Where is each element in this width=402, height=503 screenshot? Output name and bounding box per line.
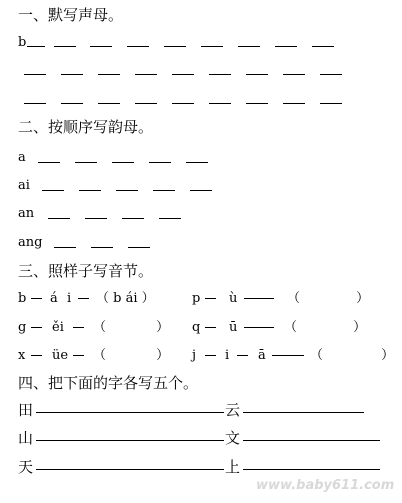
answer-blank[interactable] <box>24 74 46 75</box>
answer-blank[interactable] <box>190 190 212 191</box>
row-label-an: an <box>18 206 35 221</box>
row-label-a: a <box>18 150 26 165</box>
answer-blank[interactable] <box>42 190 64 191</box>
answer-blank[interactable] <box>312 46 334 47</box>
first-letter-b: b <box>18 35 27 50</box>
section-1-heading: 一、默写声母。 <box>18 6 124 24</box>
answer-blank[interactable] <box>135 103 157 104</box>
answer-blank[interactable] <box>164 46 186 47</box>
ex4-initial: q <box>192 320 201 335</box>
answer-blank[interactable] <box>116 190 138 191</box>
answer-blank[interactable] <box>85 218 107 219</box>
answer-blank[interactable] <box>112 162 134 163</box>
ex3-final: ěi <box>52 320 64 335</box>
writing-line <box>36 469 224 470</box>
ex3-initial: g <box>18 320 27 335</box>
answer-blank[interactable] <box>79 190 101 191</box>
ex4-answer: （ ） <box>284 320 367 335</box>
writing-line <box>36 440 224 441</box>
char-shang: 上 <box>225 458 241 476</box>
ex2-initial: p <box>192 291 201 306</box>
answer-blank[interactable] <box>186 162 208 163</box>
answer-blank[interactable] <box>283 103 305 104</box>
ex6-answer: （ ） <box>310 348 395 363</box>
watermark: www.baby611.com <box>256 478 395 493</box>
char-tian: 田 <box>18 401 34 419</box>
ex6-final: ā <box>258 348 266 363</box>
dash <box>31 355 42 356</box>
writing-line <box>243 469 380 470</box>
answer-blank[interactable] <box>172 74 194 75</box>
answer-blank[interactable] <box>159 218 181 219</box>
char-tian2: 天 <box>18 458 34 476</box>
ex2-final: ù <box>229 291 238 306</box>
answer-blank[interactable] <box>91 247 113 248</box>
answer-blank[interactable] <box>75 162 97 163</box>
ex6-initial: j <box>192 348 197 363</box>
dash <box>205 327 216 328</box>
dash <box>78 298 89 299</box>
answer-blank[interactable] <box>27 46 45 47</box>
char-shan: 山 <box>18 429 34 447</box>
answer-blank[interactable] <box>128 247 150 248</box>
answer-blank[interactable] <box>320 74 342 75</box>
dash <box>31 327 42 328</box>
section-3-heading: 三、照样子写音节。 <box>18 262 154 280</box>
answer-blank[interactable] <box>54 247 76 248</box>
answer-blank[interactable] <box>48 218 70 219</box>
ex5-final: üe <box>52 348 69 363</box>
ex1-tone-vowel: á <box>50 291 58 306</box>
answer-blank[interactable] <box>54 46 76 47</box>
answer-blank[interactable] <box>320 103 342 104</box>
dash <box>31 298 42 299</box>
char-wen: 文 <box>225 429 241 447</box>
ex1-final: i <box>67 291 72 306</box>
answer-blank[interactable] <box>283 74 305 75</box>
ex3-answer: （ ） <box>93 320 170 335</box>
answer-blank[interactable] <box>275 46 297 47</box>
row-label-ai: ai <box>18 178 30 193</box>
dash <box>205 298 216 299</box>
ex5-answer: （ ） <box>93 348 170 363</box>
ex2-answer: （ ） <box>287 291 370 306</box>
answer-blank[interactable] <box>246 74 268 75</box>
answer-blank[interactable] <box>24 103 46 104</box>
dash <box>205 355 216 356</box>
row-label-ang: ang <box>18 235 43 250</box>
ex5-initial: x <box>18 348 26 363</box>
ex1-initial: b <box>18 291 27 306</box>
section-4-heading: 四、把下面的字各写五个。 <box>18 374 199 392</box>
ex1-answer: （ b ái ） <box>96 291 155 306</box>
dash <box>73 355 84 356</box>
char-yun: 云 <box>225 401 241 419</box>
dash <box>73 327 84 328</box>
dash <box>272 355 304 356</box>
answer-blank[interactable] <box>127 46 149 47</box>
answer-blank[interactable] <box>153 190 175 191</box>
answer-blank[interactable] <box>246 103 268 104</box>
ex6-medial: i <box>225 348 230 363</box>
answer-blank[interactable] <box>61 74 83 75</box>
dash <box>237 355 248 356</box>
answer-blank[interactable] <box>61 103 83 104</box>
section-2-heading: 二、按顺序写韵母。 <box>18 118 154 136</box>
ex4-final: ū <box>229 320 238 335</box>
answer-blank[interactable] <box>135 74 157 75</box>
answer-blank[interactable] <box>90 46 112 47</box>
answer-blank[interactable] <box>122 218 144 219</box>
writing-line <box>36 412 224 413</box>
answer-blank[interactable] <box>172 103 194 104</box>
answer-blank[interactable] <box>209 74 231 75</box>
answer-blank[interactable] <box>98 103 120 104</box>
answer-blank[interactable] <box>98 74 120 75</box>
writing-line <box>243 440 380 441</box>
answer-blank[interactable] <box>209 103 231 104</box>
dash <box>244 298 274 299</box>
answer-blank[interactable] <box>201 46 223 47</box>
answer-blank[interactable] <box>38 162 60 163</box>
writing-line <box>243 412 364 413</box>
answer-blank[interactable] <box>238 46 260 47</box>
answer-blank[interactable] <box>149 162 171 163</box>
dash <box>244 327 274 328</box>
